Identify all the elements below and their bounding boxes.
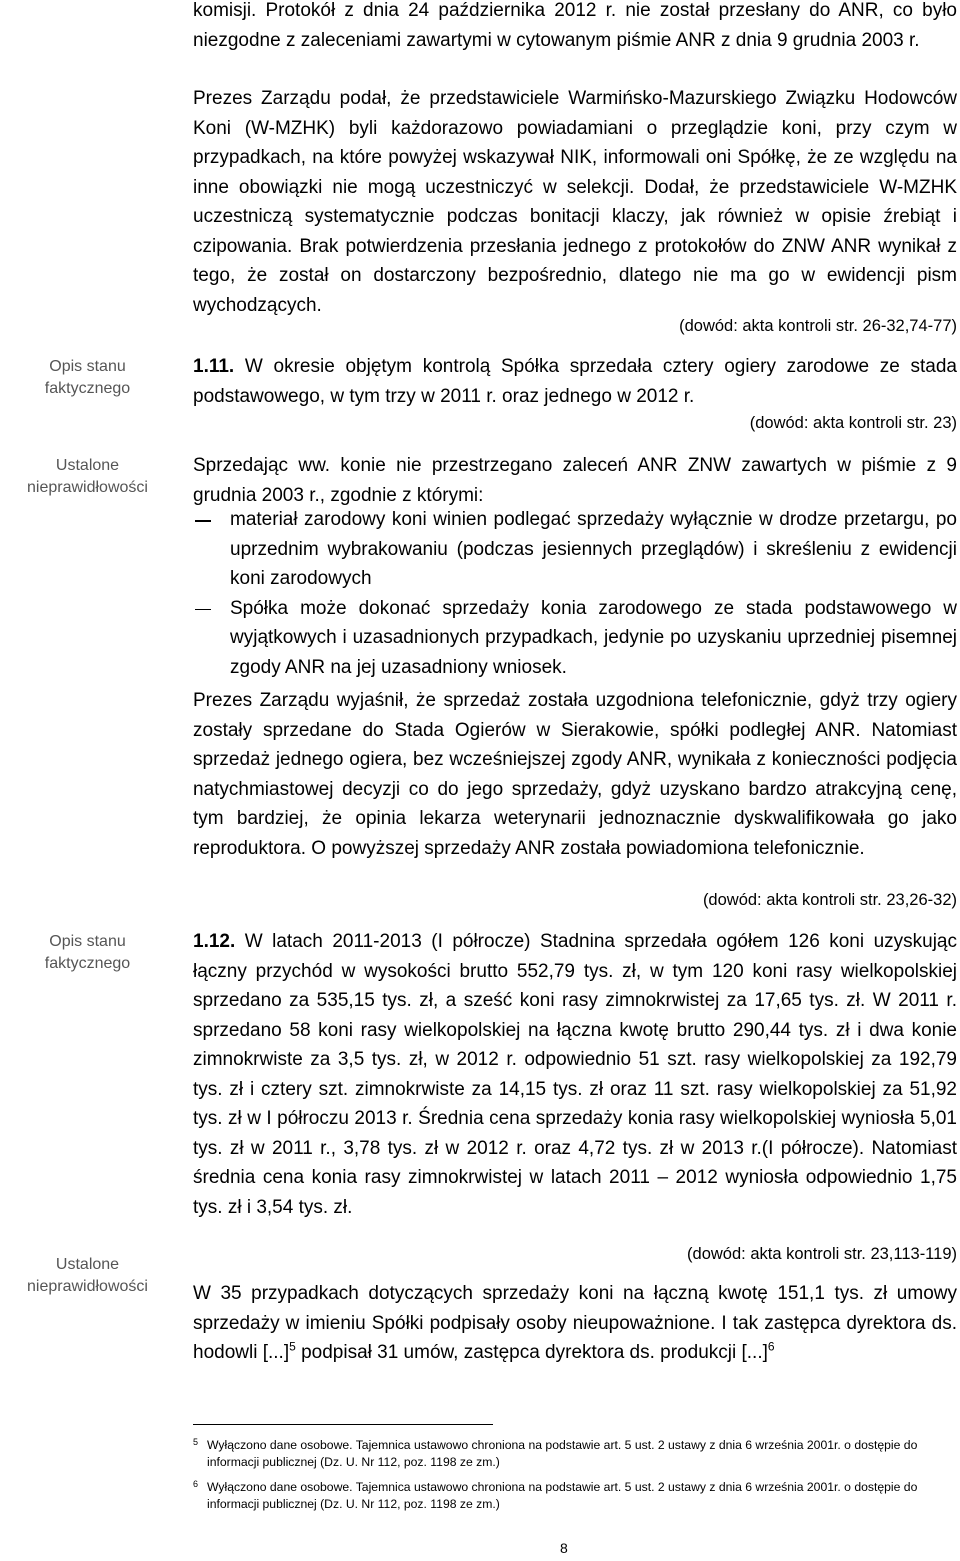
prezes-explanation-paragraph <box>193 686 957 863</box>
margin-label-line: Ustalone <box>55 1256 120 1273</box>
margin-label-line: Opis stanu <box>49 933 126 950</box>
margin-label-opis-stanu <box>0 356 175 400</box>
footnote-ref[interactable]: 5 <box>289 1339 296 1354</box>
footnote <box>193 1479 957 1513</box>
prezes-statement-paragraph <box>193 84 957 320</box>
footnote <box>193 1437 957 1471</box>
margin-label-ustalone <box>0 455 175 499</box>
margin-label-opis-stanu <box>0 931 175 975</box>
evidence-reference <box>193 411 957 435</box>
w35-paragraph <box>193 1279 957 1368</box>
margin-label-line: Ustalone <box>55 457 120 474</box>
margin-label-ustalone <box>0 1254 175 1298</box>
evidence-text: (dowód: akta kontroli str. 23) <box>749 414 957 432</box>
section-1-12 <box>193 927 957 1222</box>
footnote-ref[interactable]: 6 <box>767 1339 775 1354</box>
margin-label-line: nieprawidłowości <box>27 1278 148 1295</box>
recommendations-list <box>193 505 957 682</box>
list-item: materiał zarodowy koni winien podlegać sprzedaży wyłącznie w drodze przetargu, po uprzednim wybrakowaniu (podczas jesiennych przeglądów) i skreśleniu z ewidencji koni zarodowych <box>193 505 957 594</box>
body-text: Sprzedając ww. konie nie przestrzegano zaleceń ANR ZNW zawartych w piśmie z 9 grudnia 2003 r., zgodnie z którymi: <box>193 455 957 506</box>
footnote-separator <box>193 1424 493 1425</box>
evidence-text: (dowód: akta kontroli str. 26-32,74-77) <box>679 317 957 335</box>
margin-label-line: nieprawidłowości <box>27 479 148 496</box>
evidence-text: (dowód: akta kontroli str. 23,113-119) <box>687 1245 957 1263</box>
page-number: 8 <box>560 1540 568 1556</box>
section-number: 1.12. <box>193 931 236 952</box>
margin-label-line: faktycznego <box>44 955 131 972</box>
section-1-11 <box>193 352 957 411</box>
body-text <box>193 1279 957 1368</box>
section-number: 1.11. <box>193 356 235 377</box>
margin-label-line: faktycznego <box>44 380 131 397</box>
evidence-reference <box>193 314 957 338</box>
footnote-text: Wyłączono dane osobowe. Tajemnica ustawowo chroniona na podstawie art. 5 ust. 2 ustawy z dnia 6 września 2001r. o dostępie do informacji publicznej (Dz. U. Nr 112, poz. 1198 ze zm.) <box>207 1480 918 1511</box>
body-text <box>193 927 957 1222</box>
list-item: Spółka może dokonać sprzedaży konia zarodowego ze stada podstawowego w wyjątkowych i uzasadnionych przypadkach, jedynie po uzyskaniu uprzedniej pisemnej zgody ANR na jej uzasadniony wniosek. <box>193 594 957 683</box>
body-text-segment: W 35 przypadkach dotyczących sprzedaży koni na łączną kwotę 151,1 tys. zł umowy sprzedaży w imieniu Spółki podpisały osoby nieupoważnione. I tak zastępca dyrektora ds. hodowli [...] <box>193 1283 957 1363</box>
footnote-number: 5 <box>193 1437 199 1447</box>
section-text: W latach 2011-2013 (I półrocze) Stadnina sprzedała ogółem 126 koni uzyskując łączny przychód w wysokości brutto 552,79 tys. zł, w tym 120 koni rasy wielkopolskiej sprzedano za 535,15 tys. zł, a sześć koni rasy zimnokrwistej za 17,65 tys. zł. W 2011 r. sprzedano 58 koni rasy wielkopolskiej na łączna kwotę brutto 290,44 tys. zł i dwa konie zimnokrwiste za 3,5 tys. zł, w 2012 r. odpowiednio 51 szt. rasy wielkopolskiej za 192,79 tys. zł i cztery szt. zimnokrwiste za 14,15 tys. zł oraz 11 szt. rasy wielkopolskiej za 51,92 tys. zł w I półroczu 2013 r. Średnia cena sprzedaży konia rasy wielkopolskiej wyniosła 5,01 tys. zł w 2011 r., 3,78 tys. zł w 2012 r. oraz 4,72 tys. zł w 2013 r.(I półrocze). Natomiast średnia cena konia rasy zimnokrwistej w latach 2011 – 2012 wyniosła odpowiednio 1,75 tys. zł i 3,54 tys. zł. <box>193 931 957 1218</box>
evidence-reference <box>193 888 957 912</box>
body-text: Prezes Zarządu podał, że przedstawiciele Warmińsko-Mazurskiego Związku Hodowców Koni (W-MZHK) byli każdorazowo powiadamiani o przeglądzie koni, przy czym w przypadkach, na które powyżej wskazywał NIK, informowali oni Spółkę, że ze względu na inne obowiązki nie mogą uczestniczyć w selekcji. Dodał, że przedstawiciele W-MZHK uczestniczą systematycznie podczas bonitacji klaczy, jak również w opisie źrebiąt i czipowania. Brak potwierdzenia przesłania jednego z protokołów do ZNW ANR wynikał z tego, że został on dostarczony bezpośrednio, dlatego nie ma go w ewidencji pism wychodzących. <box>193 88 957 316</box>
footnote-text: Wyłączono dane osobowe. Tajemnica ustawowo chroniona na podstawie art. 5 ust. 2 ustawy z dnia 6 września 2001r. o dostępie do informacji publicznej (Dz. U. Nr 112, poz. 1198 ze zm.) <box>207 1438 918 1469</box>
evidence-text: (dowód: akta kontroli str. 23,26-32) <box>702 891 957 909</box>
intro-paragraph <box>193 0 957 55</box>
footnote-number: 6 <box>193 1479 199 1489</box>
body-text-segment: podpisał 31 umów, zastępca dyrektora ds. produkcji [...] <box>295 1342 768 1363</box>
sprzedajac-paragraph <box>193 451 957 510</box>
evidence-reference <box>193 1242 957 1266</box>
body-text: komisji. Protokół z dnia 24 października 2012 r. nie został przesłany do ANR, co było niezgodne z zaleceniami zawartymi w cytowanym piśmie ANR z dnia 9 grudnia 2003 r. <box>193 0 957 51</box>
margin-label-line: Opis stanu <box>49 358 126 375</box>
body-text: Prezes Zarządu wyjaśnił, że sprzedaż została uzgodniona telefonicznie, gdyż trzy ogiery zostały sprzedane do Stada Ogierów w Sierakowie, spółki podległej ANR. Natomiast sprzedaż jednego ogiera, bez wcześniejszej zgody ANR, wynikała z konieczności podjęcia natychmiastowej decyzji co do jego sprzedaży, gdyż uzyskano bardzo atrakcyjną cenę, tym bardziej, że opinia lekarza weterynarii jednoznacznie dyskwalifikowała go jako reproduktora. O powyższej sprzedaży ANR została powiadomiona telefonicznie. <box>193 690 957 859</box>
section-text: W okresie objętym kontrolą Spółka sprzedała cztery ogiery zarodowe ze stada podstawowego, w tym trzy w 2011 r. oraz jednego w 2012 r. <box>193 356 957 407</box>
body-text <box>193 352 957 411</box>
